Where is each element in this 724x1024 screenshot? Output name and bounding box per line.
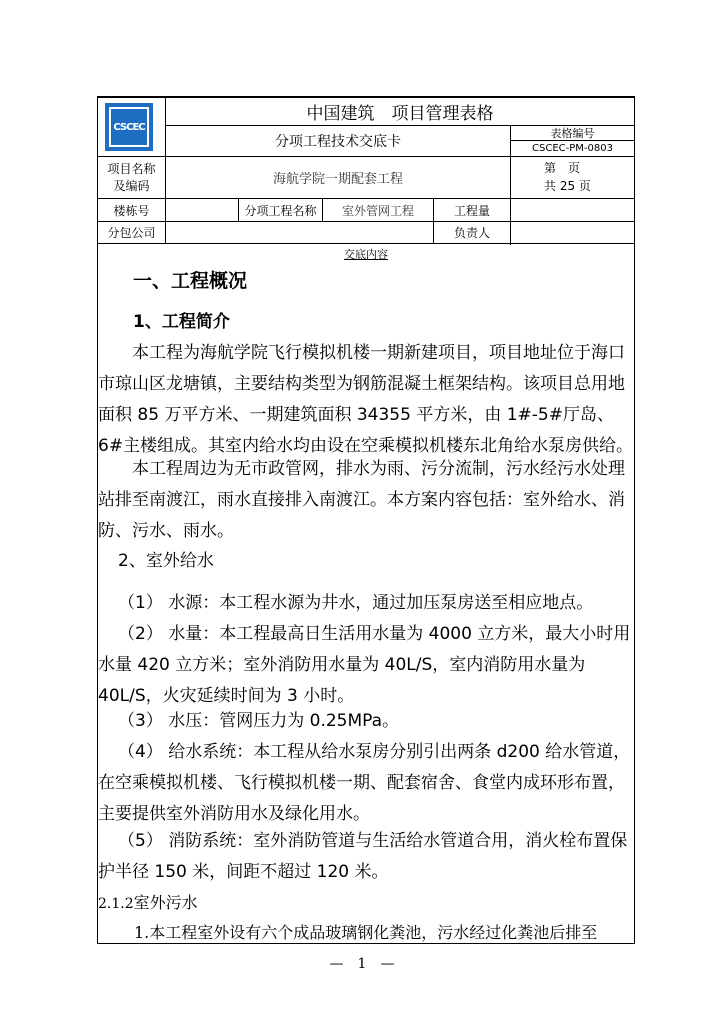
form-title: 分项工程技术交底卡 [275, 134, 401, 150]
quantity-label: 工程量 [453, 203, 490, 218]
item-water-pressure: （3） 水压：管网压力为 0.25MPa。 [118, 711, 400, 731]
page-label: 第 页 [544, 161, 581, 175]
project-name: 海航学院一期配套工程 [272, 172, 403, 187]
subitem-value: 室外管网工程 [341, 203, 414, 218]
subsection-heading-1: 1、工程简介 [133, 312, 230, 332]
row-divider [97, 243, 634, 244]
item-water-system: （4） 给水系统：本工程从给水泵房分别引出两条 d200 给水管道，在空乘模拟机楼、飞行模拟机楼一期、配套宿舍、食堂内成环形布置，主要提供室外消防用水及绿化用水。 [98, 742, 631, 824]
subitem-label: 分项工程名称 [244, 203, 317, 218]
table-border-right [634, 96, 635, 944]
subsection-heading-2: 2、室外给水 [118, 551, 214, 571]
section-heading-1: 一、工程概况 [133, 270, 248, 292]
building-value [166, 199, 238, 221]
logo-mark: CSCEC [109, 107, 149, 147]
quantity-value [511, 199, 634, 221]
paragraph-drainage: 本工程周边为无市政管网，排水为雨、污分流制，污水经污水处理站排至南渡江，雨水直接排入南渡江。本方案内容包括：室外给水、消防、污水、雨水。 [98, 459, 625, 541]
content-label: 交底内容 [344, 248, 388, 261]
subcontractor-value [166, 222, 433, 243]
subsection-title: 室外污水 [133, 893, 198, 912]
building-label: 楼栋号 [113, 203, 150, 218]
form-number: CSCEC-PM-0803 [532, 143, 613, 154]
paragraph-project-intro: 本工程为海航学院飞行模拟机楼一期新建项目，项目地址位于海口市琼山区龙塘镇，主要结构类型为钢筋混凝土框架结构。该项目总用地面积 85 万平方米、一期建筑面积 34355 平方米，由 1#-5#厅岛、6#主楼组成。其室内给水均由设在空乘模拟机楼东北角给水泵房供给。 [98, 343, 634, 456]
total-pages: 共 25 页 [544, 179, 591, 193]
responsible-label: 负责人 [453, 226, 490, 240]
page-number: — 1 — [329, 956, 395, 972]
subsection-heading-3 [98, 890, 198, 913]
table-border-bottom [97, 943, 635, 944]
subcontractor-label: 分包公司 [107, 226, 156, 240]
subsection-number: 2.1.2 [98, 896, 134, 912]
form-number-label: 表格编号 [550, 127, 595, 140]
item-water-source: （1） 水源：本工程水源为井水，通过加压泵房送至相应地点。 [118, 593, 594, 613]
paragraph-sewage: 1.本工程室外设有六个成品玻璃钢化粪池，污水经过化粪池后排至 [134, 923, 598, 942]
company-logo [105, 103, 153, 151]
item-fire-system: （5） 消防系统：室外消防管道与生活给水管道合用，消火栓布置保护半径 150 米，间距不超过 120 米。 [98, 831, 628, 882]
project-label: 项目名称 及编码 [107, 161, 156, 193]
item-water-quantity: （2） 水量：本工程最高日生活用水量为 4000 立方米，最大小时用水量 420 立方米；室外消防用水量为 40L/S，室内消防用水量为 40L/S，火灾延续时间为 3 小时。 [98, 624, 631, 706]
company-title: 中国建筑 项目管理表格 [306, 104, 494, 124]
responsible-value [511, 222, 634, 243]
